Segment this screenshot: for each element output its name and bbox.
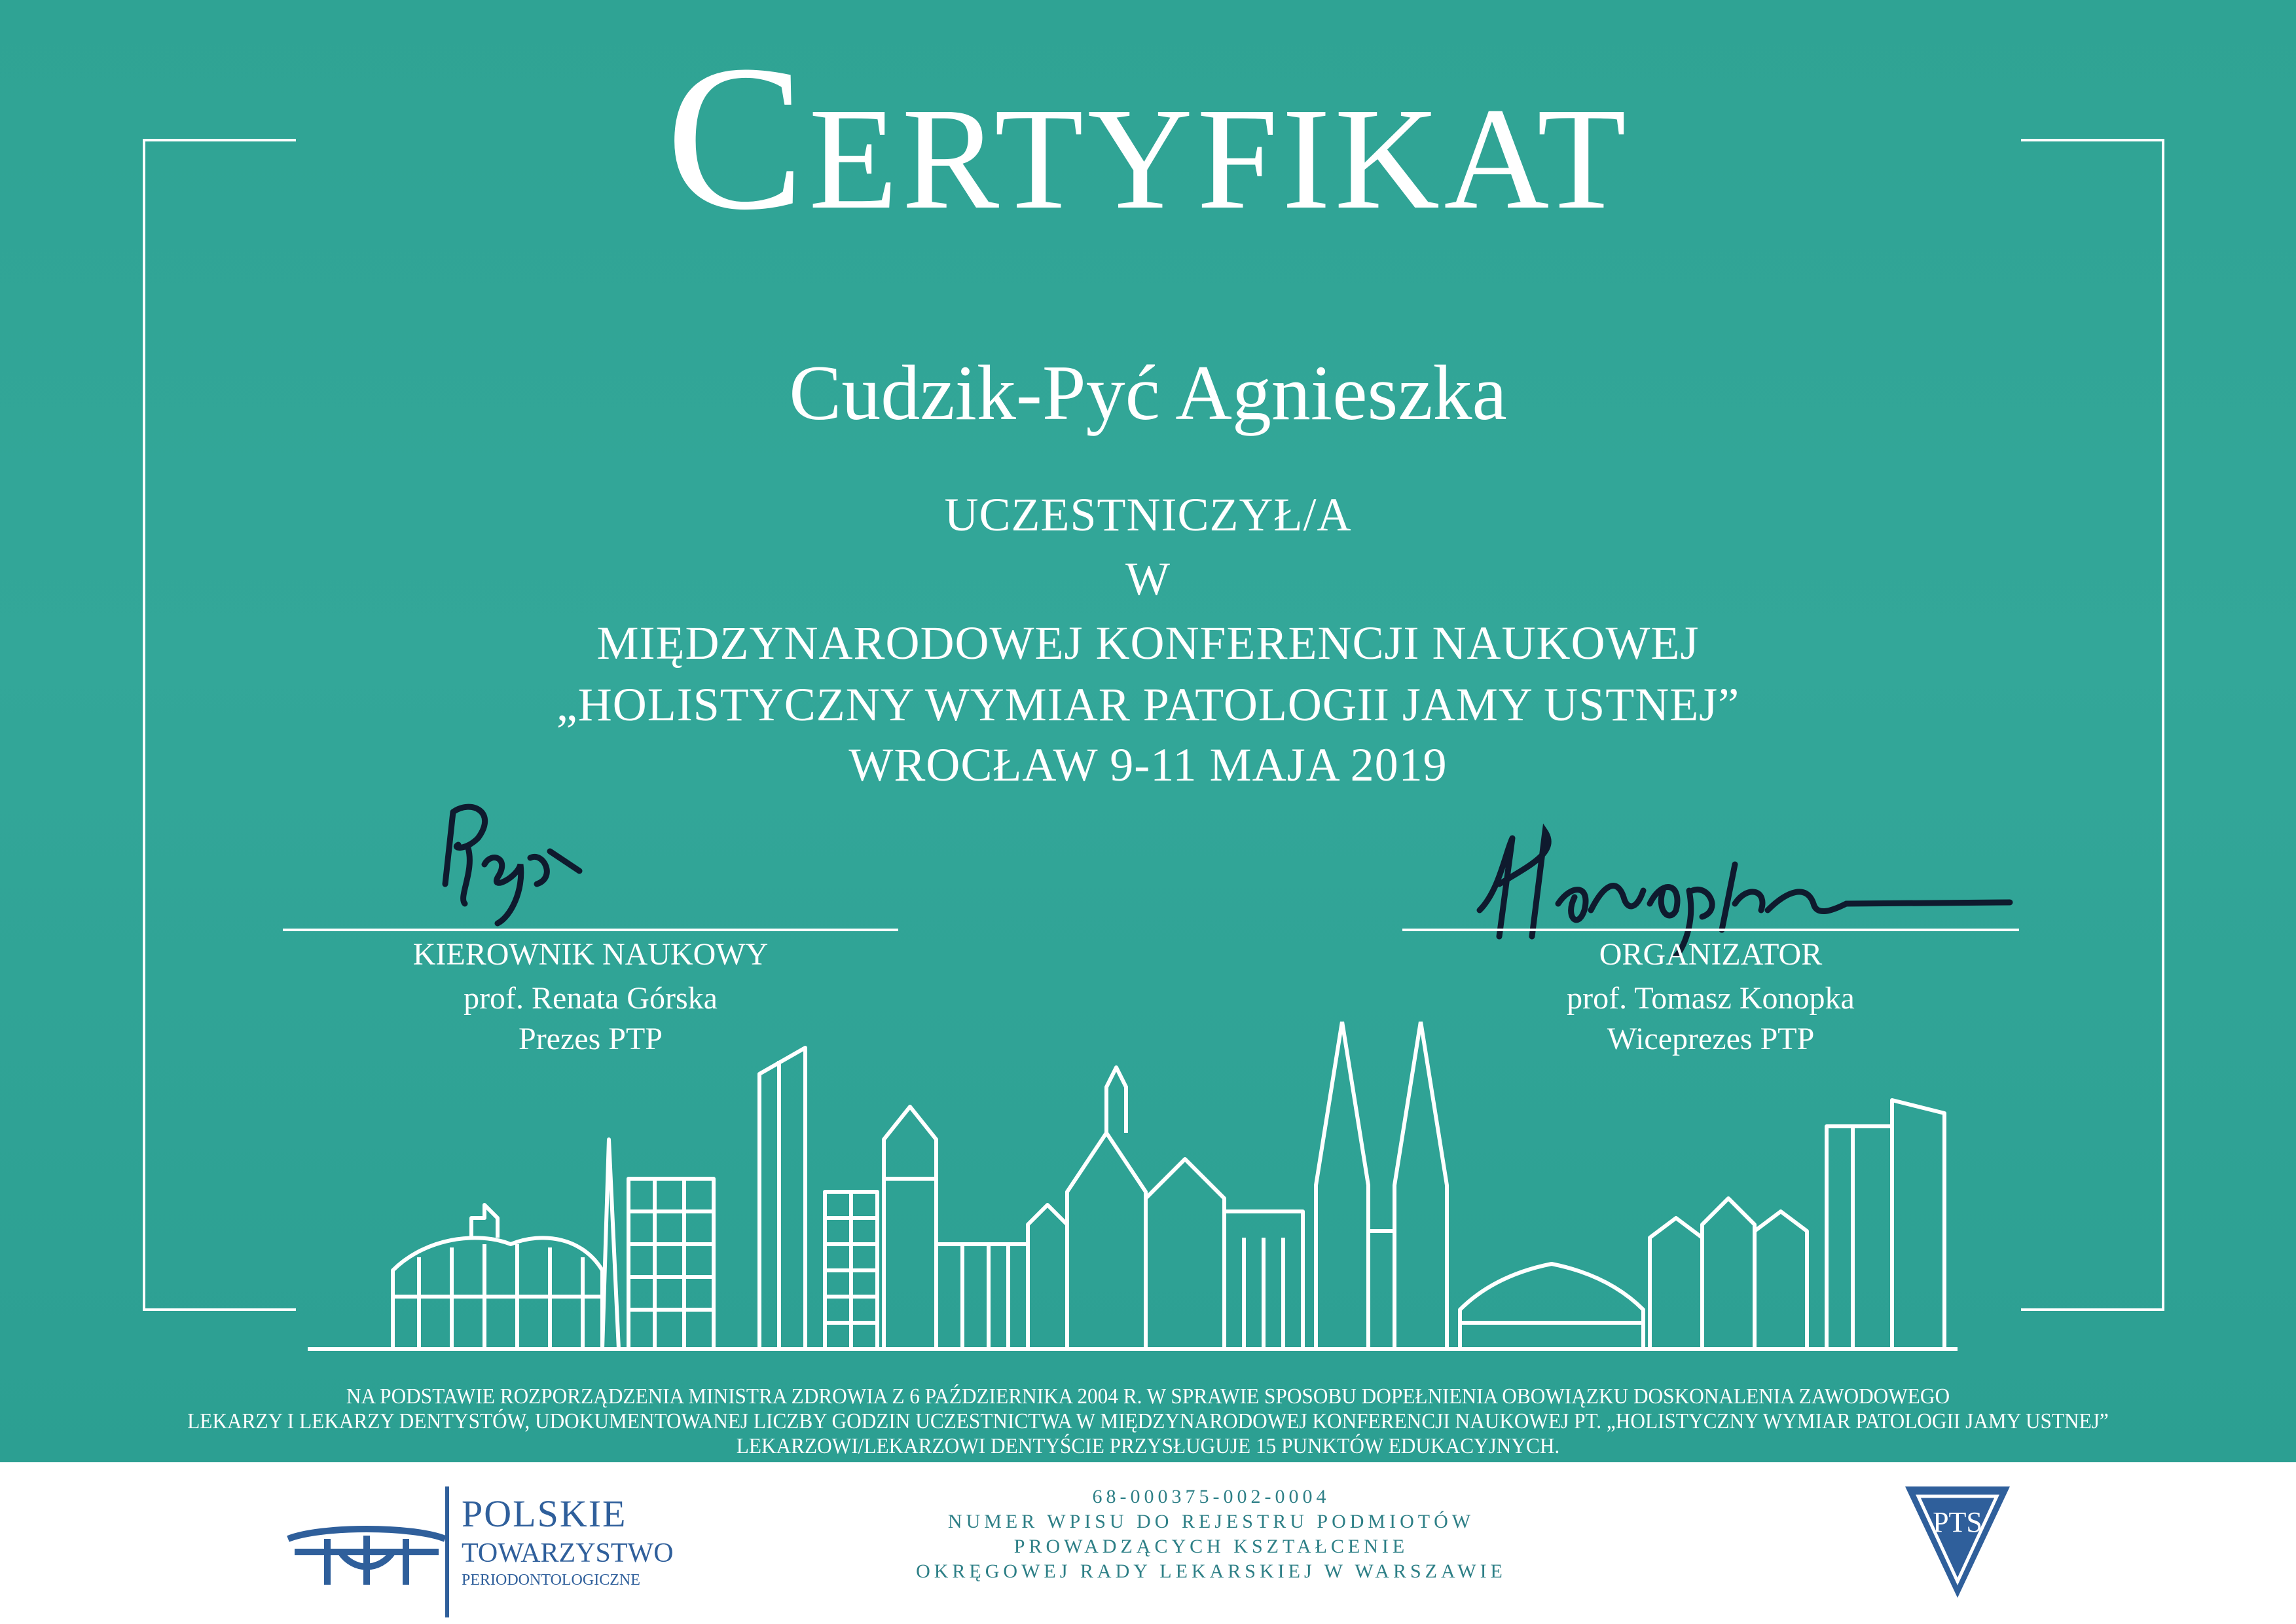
signatory-right-role: ORGANIZATOR [1599, 937, 1823, 972]
signature-line-left [283, 929, 898, 931]
legal-notice-line-2: LEKARZY I LEKARZY DENTYSTÓW, UDOKUMENTOWANEJ LICZBY GODZIN UCZESTNICTWA W MIĘDZYNARODOWEJ KONFERENCJI NAUKOWEJ PT. „HOLISTYCZNY WYMIAR PATOLOGII JAMY USTNEJ” [187, 1409, 2109, 1433]
pts-logo-text: PTS [1933, 1506, 1982, 1538]
conference-title-line: „HOLISTYCZNY WYMIAR PATOLOGII JAMY USTNEJ” [556, 678, 1740, 731]
signatory-left-role: KIEROWNIK NAUKOWY [412, 937, 769, 972]
signatory-right-name: prof. Tomasz Konopka [1567, 981, 1855, 1016]
wroclaw-skyline-illustration [308, 1022, 1958, 1388]
ptp-logo-line-1: POLSKIE [462, 1492, 627, 1535]
ptp-logo-icon [282, 1513, 452, 1591]
participation-line: UCZESTNICZYŁ/A [944, 489, 1352, 541]
registry-line-2: PROWADZĄCYCH KSZTAŁCENIE [1013, 1536, 1409, 1557]
ptp-logo-line-2: TOWARZYSTWO [462, 1538, 674, 1568]
certificate-title: Certyfikat [666, 22, 1630, 253]
participant-name: Cudzik-Pyć Agnieszka [789, 349, 1507, 436]
pts-logo-icon [1892, 1473, 2023, 1604]
legal-notice-line-3: LEKARZOWI/LEKARZOWI DENTYŚCIE PRZYSŁUGUJE 15 PUNKTÓW EDUKACYJNYCH. [736, 1434, 1560, 1458]
legal-notice-line-1: NA PODSTAWIE ROZPORZĄDZENIA MINISTRA ZDROWIA Z 6 PAŹDZIERNIKA 2004 R. W SPRAWIE SPOSOBU DOPEŁNIENIA OBOWIĄZKU DOSKONALENIA ZAWODOWEGO [346, 1384, 1950, 1409]
registry-line-3: OKRĘGOWEJ RADY LEKARSKIEJ W WARSZAWIE [916, 1560, 1506, 1582]
ptp-logo-line-3: PERIODONTOLOGICZNE [462, 1572, 640, 1589]
conference-type-line: MIĘDZYNARODOWEJ KONFERENCJI NAUKOWEJ [596, 617, 1700, 669]
signature-line-right [1402, 929, 2019, 931]
signatory-right-position: Wiceprezes PTP [1607, 1022, 1815, 1056]
signature-left-icon [419, 786, 642, 936]
pts-logo [1892, 1473, 2023, 1608]
signatory-left-name: prof. Renata Górska [464, 981, 718, 1016]
signatory-left-position: Prezes PTP [519, 1022, 663, 1056]
conference-location-date-line: WROCŁAW 9-11 MAJA 2019 [848, 739, 1448, 791]
registry-line-1: NUMER WPISU DO REJESTRU PODMIOTÓW [947, 1511, 1475, 1532]
registry-number: 68-000375-002-0004 [1092, 1486, 1330, 1507]
ptp-logo-divider [445, 1486, 449, 1617]
preposition-line: W [1125, 553, 1171, 605]
